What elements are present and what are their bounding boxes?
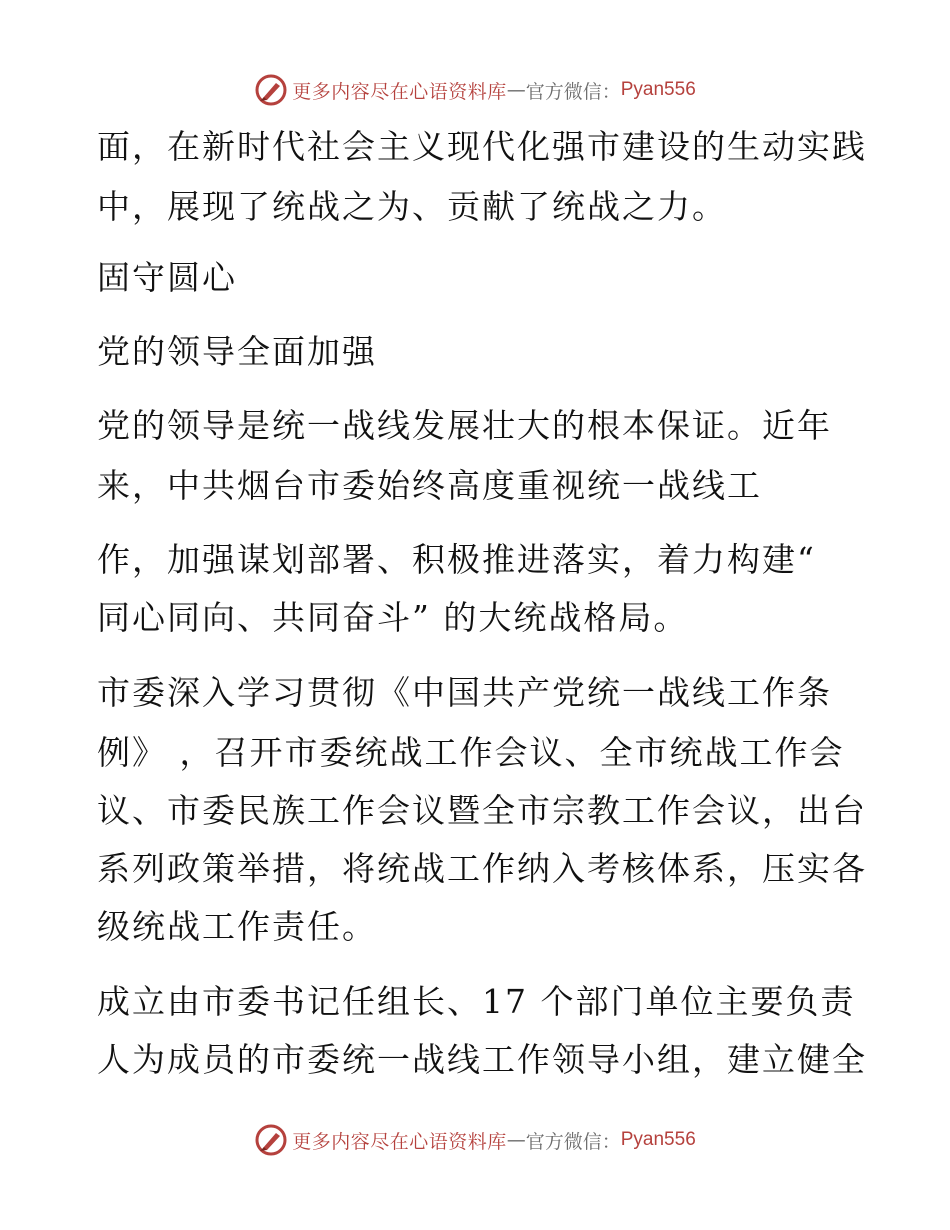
section-subheading: 党的领导全面加强 (97, 332, 377, 371)
watermark-main-text: 更多内容尽在心语资料库 (292, 80, 507, 103)
brand-logo-icon (254, 73, 288, 107)
watermark-label: 官方微信： (525, 1130, 621, 1153)
body-line: 作，加强谋划部署、积极推进落实，着力构建“ (97, 540, 816, 579)
body-line: 面，在新时代社会主义现代化强市建设的生动实践 (97, 127, 867, 166)
watermark-separator: — (506, 79, 526, 101)
body-line: 党的领导是统一战线发展壮大的根本保证。近年 (97, 406, 832, 445)
watermark-label: 官方微信： (525, 80, 621, 103)
watermark-footer (0, 1120, 950, 1160)
body-line: 人为成员的市委统一战线工作领导小组，建立健全 (97, 1040, 867, 1079)
watermark-main-text: 更多内容尽在心语资料库 (292, 1130, 507, 1153)
body-line: 系列政策举措，将统战工作纳入考核体系，压实各 (97, 849, 867, 888)
watermark-separator: — (506, 1129, 526, 1151)
body-line: 同心同向、共同奋斗” 的大统战格局。 (97, 598, 689, 637)
section-heading: 固守圆心 (97, 258, 237, 297)
watermark-header (0, 70, 950, 110)
body-line: 来，中共烟台市委始终高度重视统一战线工 (97, 466, 762, 505)
brand-logo-icon (254, 1123, 288, 1157)
body-line: 中，展现了统战之为、贡献了统战之力。 (97, 187, 727, 226)
body-line: 议、市委民族工作会议暨全市宗教工作会议，出台 (97, 791, 867, 830)
body-line: 市委深入学习贯彻《中国共产党统一战线工作条 (97, 673, 832, 712)
watermark-wechat-id: Pyan556 (620, 1129, 696, 1150)
watermark-wechat-id: Pyan556 (620, 79, 696, 100)
body-line: 级统战工作责任。 (97, 907, 377, 946)
body-line: 成立由市委书记任组长、17 个部门单位主要负责 (97, 982, 856, 1021)
body-line: 例》 ，召开市委统战工作会议、全市统战工作会 (97, 733, 845, 772)
